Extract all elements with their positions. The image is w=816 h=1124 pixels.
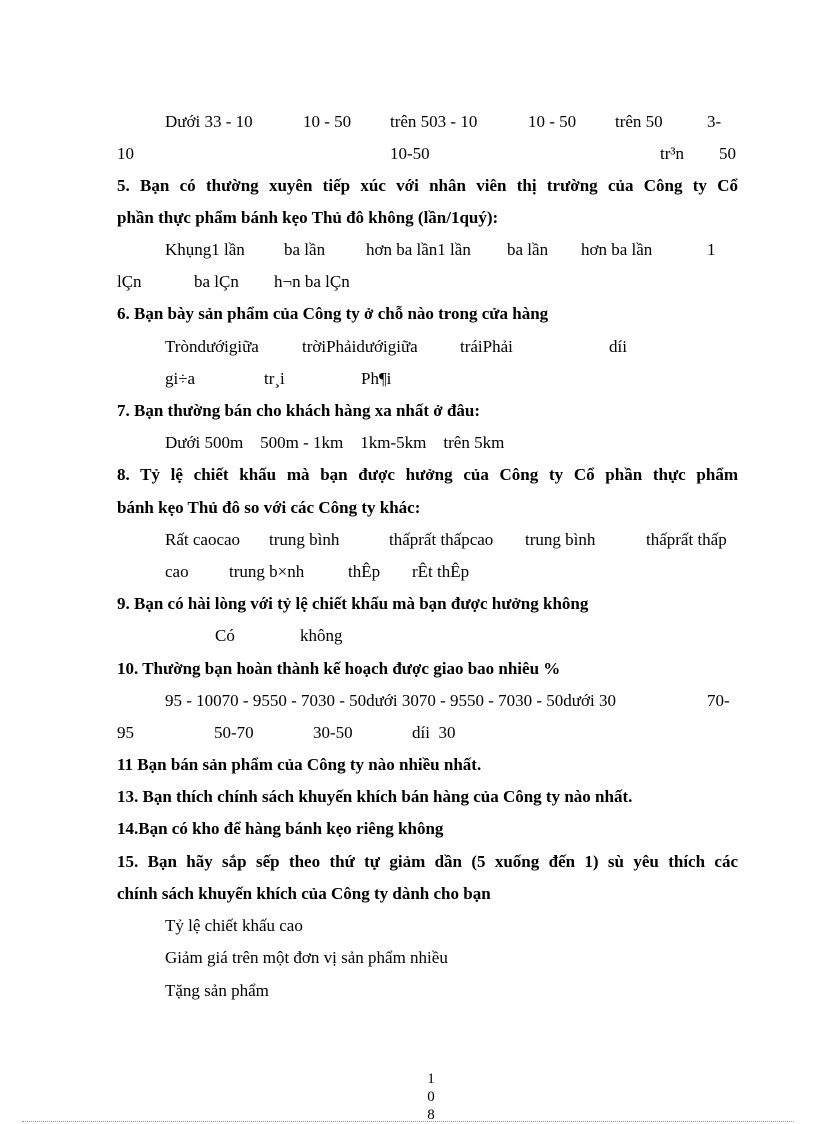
answer-option-text: Tặng sản phẩm [165, 981, 269, 1000]
answer-option-text: 95 - 10070 - 9550 - 7030 - 50dưới 3070 - 9550 - 7030 - 50dưới 30 [165, 691, 616, 710]
answer-option-text: trên 50 [615, 112, 663, 131]
answer-option-text: 70- [707, 691, 730, 710]
answer-option-text: 3- [707, 112, 722, 131]
answer-option-text: 50-70 [214, 723, 254, 742]
answer-option-text: thấprất thấp [646, 530, 727, 549]
answer-option-text: thấprất thấpcao [389, 530, 494, 549]
page-number-digit: 1 [427, 1071, 435, 1087]
answer-option-text: không [300, 626, 343, 645]
question-text: chính sách khuyến khích của Công ty dành cho bạn [117, 884, 491, 903]
question-text: bánh kẹo Thủ đô so với các Công ty khác: [117, 498, 421, 517]
answer-option-text: tr³n [660, 144, 684, 163]
question-text: 14.Bạn có kho để hàng bánh kẹo riêng không [117, 819, 444, 838]
answer-option-text: trung bình [269, 530, 340, 549]
answer-option-text: Rất caocao [165, 530, 241, 549]
answer-option-text: Có [215, 626, 235, 645]
answer-option-text: 10 - 50 [303, 112, 352, 131]
answer-option-text: Giảm giá trên một đơn vị sản phẩm nhiều [165, 948, 448, 967]
answer-option-text: ba lÇn [194, 272, 239, 291]
question-text: 8. Tỷ lệ chiết khấu mà bạn được hưởng của Công ty Cổ phần thực phẩm [117, 465, 738, 484]
answer-option-text: 50 [719, 144, 736, 163]
answer-option-text: Dưới 500m 500m - 1km 1km-5km trên 5km [165, 433, 505, 452]
answer-option-text: tr¸i [264, 369, 285, 388]
answer-option-text: 30-50 [313, 723, 353, 742]
page-number-digit: 0 [427, 1089, 435, 1105]
answer-option-text: Dưới 33 - 10 [165, 112, 253, 131]
answer-option-text: ba lần [507, 240, 549, 259]
question-text: 9. Bạn có hài lòng với tỷ lệ chiết khấu mà bạn được hưởng không [117, 594, 589, 613]
answer-option-text: ba lần [284, 240, 326, 259]
answer-option-text: díi [609, 337, 627, 356]
page-bottom-border [22, 1121, 794, 1122]
question-text: 11 Bạn bán sản phẩm của Công ty nào nhiều nhất. [117, 755, 482, 774]
answer-option-text: díi 30 [412, 723, 456, 742]
answer-option-text: trên 503 - 10 [390, 112, 478, 131]
answer-option-text: trờiPhảidướigiữa [302, 337, 418, 356]
question-text: 5. Bạn có thường xuyên tiếp xúc với nhân viên thị trường của Công ty Cổ [117, 176, 738, 195]
answer-option-text: Tỷ lệ chiết khấu cao [165, 916, 303, 935]
answer-option-text: h¬n ba lÇn [274, 272, 350, 291]
answer-option-text: tráiPhải [460, 337, 513, 356]
answer-option-text: hơn ba lần1 lần [366, 240, 471, 259]
answer-option-text: Khụng1 lần [165, 240, 245, 259]
answer-option-text: 10 [117, 144, 134, 163]
question-text: 10. Thường bạn hoàn thành kế hoạch được giao bao nhiêu % [117, 659, 561, 678]
answer-option-text: rÊt thÊp [412, 562, 470, 581]
answer-option-text: cao [165, 562, 189, 581]
question-text: 7. Bạn thường bán cho khách hàng xa nhất ở đâu: [117, 401, 481, 420]
question-text: phần thực phẩm bánh kẹo Thủ đô không (lần/1quý): [117, 208, 499, 227]
question-text: 13. Bạn thích chính sách khuyến khích bán hàng của Công ty nào nhất. [117, 787, 633, 806]
answer-option-text: gi÷a [165, 369, 196, 388]
answer-option-text: thÊp [348, 562, 381, 581]
answer-option-text: lÇn [117, 272, 142, 291]
page-number-digit: 8 [427, 1107, 435, 1123]
answer-option-text: hơn ba lần [581, 240, 653, 259]
answer-option-text: 10 - 50 [528, 112, 577, 131]
answer-option-text: Ph¶i [361, 369, 392, 388]
answer-option-text: 95 [117, 723, 134, 742]
question-text: 15. Bạn hãy sắp sếp theo thứ tự giảm dần (5 xuống đến 1) sù yêu thích các [117, 852, 738, 871]
question-text: 6. Bạn bày sản phẩm của Công ty ở chỗ nào trong cửa hàng [117, 304, 549, 323]
answer-option-text: trung bình [525, 530, 596, 549]
answer-option-text: 10-50 [390, 144, 430, 163]
answer-option-text: trung b×nh [229, 562, 305, 581]
answer-option-text: Tròndướigiữa [165, 337, 259, 356]
answer-option-text: 1 [707, 240, 716, 259]
